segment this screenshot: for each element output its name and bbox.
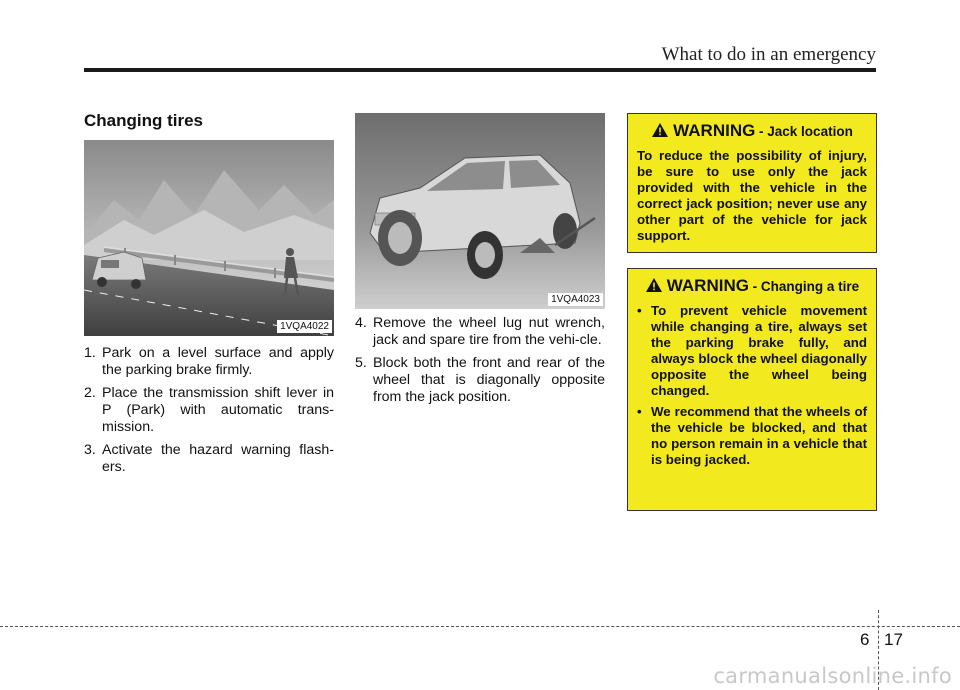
warning-text: To reduce the possibility of injury, be sure to use only the jack provided with the vehicle in the correct jack position; never use any other part of the vehicle for jack support. [637,148,867,243]
warning-triangle-icon [645,277,663,297]
list-item: 1. Park on a level surface and apply the parking brake firmly. [84,345,334,378]
steps-list-middle [355,315,605,412]
list-item: 4. Remove the wheel lug nut wrench, jack and spare tire from the vehi-cle. [355,315,605,348]
steps-list-left [84,345,334,482]
warning-heading: WARNING - Jack location [637,122,867,142]
list-item: • To prevent vehicle movement while changing a tire, always set the parking brake fully, and always block the wheel diagonally opposite the wheel being changed. [637,303,867,398]
chapter-number: 6 [860,630,870,649]
warning-jack-location [627,113,877,253]
figure-jacked-suv [355,113,605,309]
figure-code: 1VQA4023 [548,293,603,306]
figure-roadside-car [84,140,334,336]
section-heading: Changing tires [84,111,204,130]
warning-changing-tire [627,268,877,511]
header-title: What to do in an emergency [661,44,876,65]
page-number: 17 [884,630,903,649]
warning-bullets [637,303,867,468]
warning-triangle-icon [651,122,669,142]
watermark: carmanualsonline.info [713,664,952,688]
warning-heading: WARNING - Changing a tire [637,277,867,297]
list-item: • We recommend that the wheels of the vehicle be blocked, and that no person remain in a vehicle that is being jacked. [637,404,867,467]
list-item: 5. Block both the front and rear of the wheel that is diagonally opposite from the jack position. [355,355,605,405]
footer-rule [0,626,960,627]
list-item: 3. Activate the hazard warning flash-ers. [84,442,334,475]
header-rule [84,68,876,72]
list-item: 2. Place the transmission shift lever in P (Park) with automatic trans-mission. [84,385,334,435]
figure-code: 1VQA4022 [277,320,332,333]
